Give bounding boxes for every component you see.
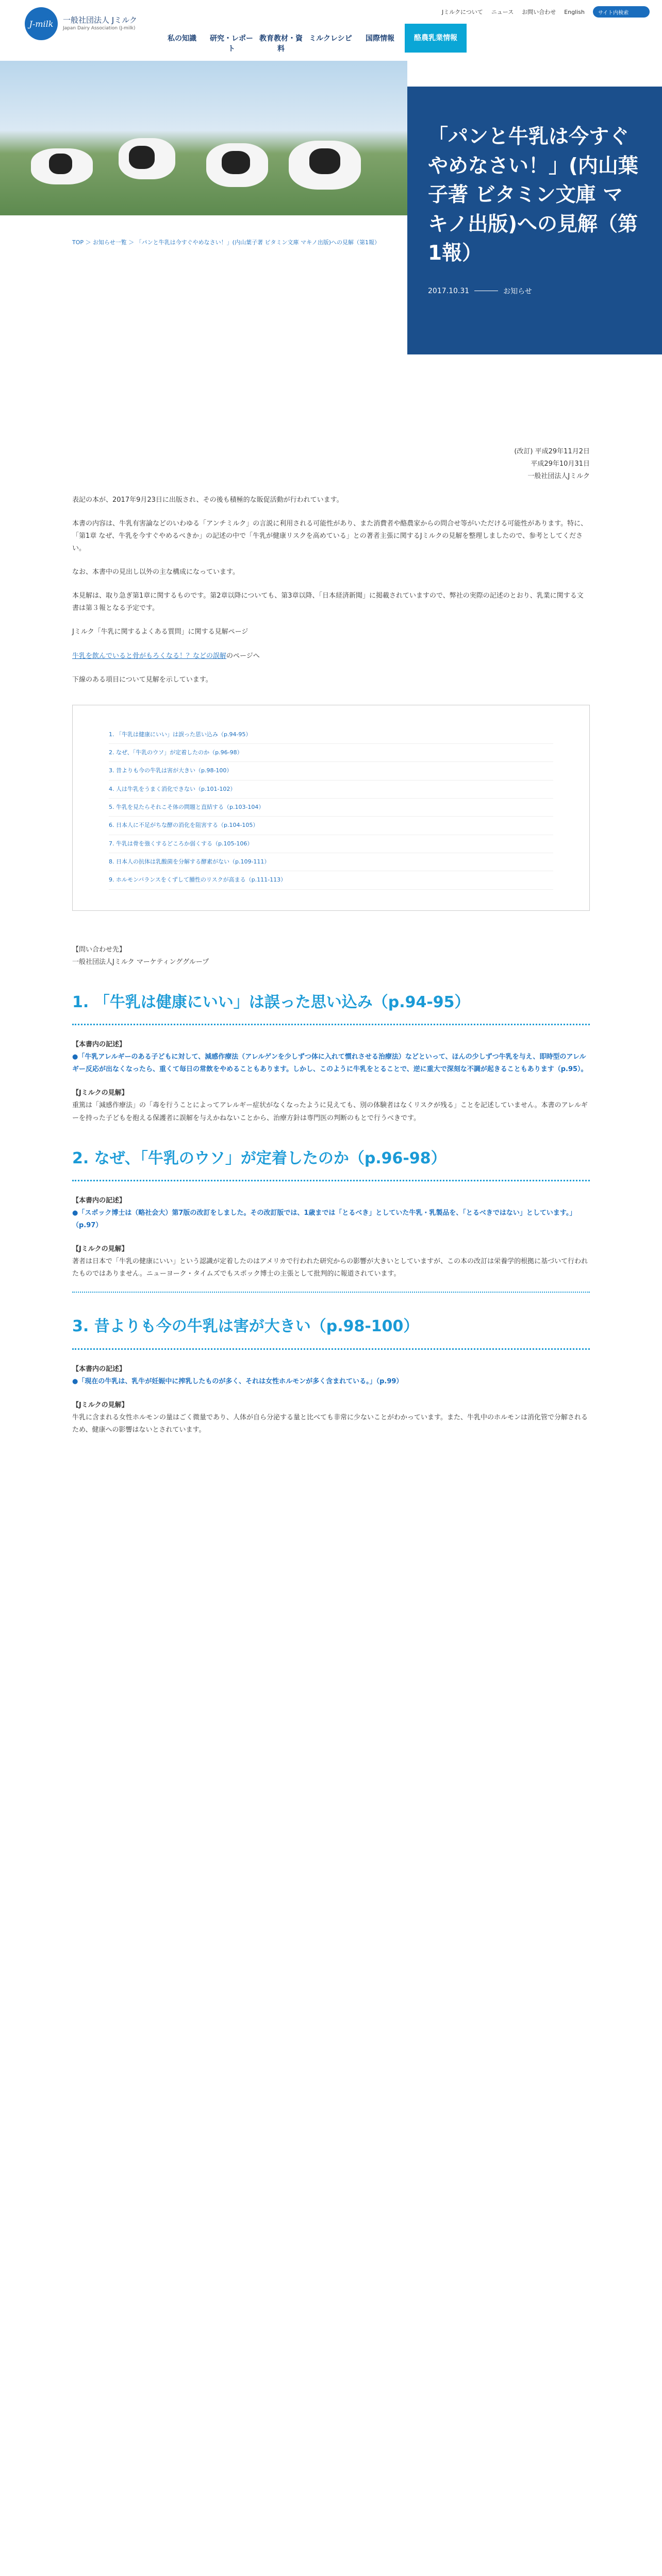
utility-nav xyxy=(442,6,650,18)
logo-name-en: Japan Dairy Association (J-milk) xyxy=(63,25,136,31)
intro-paragraph: 本書の内容は、牛乳有害論などのいわゆる「アンチミルク」の言説に利用される可能性があり、また消費者や酪農家からの問合せ等がいただける可能性があります。特に、「第1章 なぜ、牛乳を今すぐやめるべきか」の記述の中で「牛乳が健康リスクを高めている」との著者主張に関するJミルクの見解を整理しましたので、参考としてください。 xyxy=(72,520,588,553)
site-search-input[interactable] xyxy=(593,6,650,18)
view-body: 重篤は「減感作療法」の「毒を行うことによってアレルギー症状がなくなったように見えても、別の体験者はなくリスクが残る」ことを記述していません。本書のアレルギーを持った子どもを抱える保護者に誤解を与えかねないことから、治療方針は専門医の判断のもとで行うべきです。 xyxy=(72,1101,588,1122)
toc-item[interactable]: 1. 「牛乳は健康にいい」は誤った思い込み（p.94-95） xyxy=(109,726,553,744)
logo-name-jp: 一般社団法人 Jミルク xyxy=(63,15,137,25)
breadcrumb[interactable]: TOP ＞ お知らせ一覧 ＞ 「パンと牛乳は今すぐやめなさい！」(内山葉子著 ビタミン文庫 マキノ出版)への見解（第1報） xyxy=(72,239,380,246)
book-quote: ●「現在の牛乳は、乳牛が妊娠中に搾乳したものが多く、それは女性ホルモンが多く含まれている。」（p.99） xyxy=(72,1377,403,1385)
revision-date: (改訂) 平成29年11月2日 xyxy=(514,448,590,455)
intro-paragraph: なお、本書中の見出し以外の主な構成になっています。 xyxy=(72,568,239,577)
section-title: 1. 「牛乳は健康にいい」は誤った思い込み（p.94-95） xyxy=(72,988,590,1026)
divider xyxy=(72,1292,590,1293)
section-3 xyxy=(72,1312,590,1436)
toc-item[interactable]: 7. 牛乳は骨を強くするどころか弱くする（p.105-106） xyxy=(109,835,553,853)
view-label: 【Jミルクの見解】 xyxy=(72,1401,128,1409)
toc-item[interactable]: 3. 昔よりも今の牛乳は害が大きい（p.98-100） xyxy=(109,762,553,780)
search-label: サイト内検索 xyxy=(598,10,629,16)
section-title: 3. 昔よりも今の牛乳は害が大きい（p.98-100） xyxy=(72,1312,590,1350)
view-label: 【Jミルクの見解】 xyxy=(72,1245,128,1253)
section-2 xyxy=(72,1144,590,1293)
quote-label: 【本書内の記述】 xyxy=(72,1365,126,1373)
quote-label: 【本書内の記述】 xyxy=(72,1041,126,1049)
article-meta xyxy=(428,286,641,296)
intro-paragraph: 下線のある項目について見解を示しています。 xyxy=(72,675,212,684)
intro-paragraph: Jミルク「牛乳に関するよくある質問」に関する見解ページ xyxy=(72,628,249,636)
toc-item[interactable]: 2. なぜ、「牛乳のウソ」が定着したのか（p.96-98） xyxy=(109,744,553,762)
nav-item-recipe[interactable]: ミルクレシピ xyxy=(309,35,352,43)
cow-patch xyxy=(222,151,250,174)
util-link-about[interactable]: Jミルクについて xyxy=(442,9,483,15)
view-body: 著者は日本で「牛乳の健康にいい」という認識が定着したのはアメリカで行われた研究からの影響が大きいとしていますが、この本の改訂は栄養学的根拠に基づいて行われたものではありません。ニューヨーク・タイムズでもスポック博士の主張として批判的に報道されています。 xyxy=(72,1258,588,1278)
intro-link[interactable]: 牛乳を飲んでいると骨がもろくなる！？などの誤解 xyxy=(72,652,227,660)
cow-patch xyxy=(129,146,155,169)
hero-image-cows xyxy=(0,61,407,215)
publisher: 一般社団法人Jミルク xyxy=(527,472,590,481)
page-title: 「パンと牛乳は今すぐやめなさい！」(内山葉子著 ビタミン文庫 マキノ出版)への見解（第1報） xyxy=(428,125,638,265)
intro-link-suffix: のページへ xyxy=(226,652,260,660)
publish-date: 平成29年10月31日 xyxy=(531,460,590,468)
book-quote: ●「スポック博士は（略社会大）第7版の改訂をしました。その改訂版では、1歳までは「とるべき」としていた牛乳・乳製品を、「とるべきではない」としています。」（p.97） xyxy=(72,1209,576,1230)
contact-org: 一般社団法人Jミルク マーケティンググループ xyxy=(72,958,209,966)
cow-patch xyxy=(309,148,340,174)
toc-item[interactable]: 6. 日本人に不足がちな酵の消化を阻害する（p.104-105） xyxy=(109,817,553,835)
intro-paragraph: 本見解は、取り急ぎ第1章に関するものです。第2章以降についても、第3章以降、「日本経済新聞」に掲載されていますので、弊社の実際の記述のとおり、乳業に関する文書は第３報となる予定です。 xyxy=(72,592,584,613)
article-meta-block xyxy=(72,446,590,483)
article-title-box xyxy=(407,87,662,354)
site-logo[interactable] xyxy=(25,7,137,40)
toc-item[interactable]: 4. 人は牛乳をうまく消化できない（p.101-102） xyxy=(109,781,553,799)
section-title: 2. なぜ、「牛乳のウソ」が定着したのか（p.96-98） xyxy=(72,1144,590,1182)
util-link-contact[interactable]: お問い合わせ xyxy=(522,9,556,15)
table-of-contents xyxy=(72,705,590,911)
toc-item[interactable]: 8. 日本人の抗体は乳酸菌を分解する酵素がない（p.109-111） xyxy=(109,853,553,871)
nav-item-education[interactable]: 教育教材・資料 xyxy=(259,35,303,53)
book-quote: ●「牛乳アレルギーのある子どもに対して、減感作療法（アレルゲンを少しずつ体に入れて慣れさせる治療法）などといって、ほんの少しずつ牛乳を与え、即時型のアレルギー反応が出なくなったら、重くて毎日の常飲をやめることもあります。しかし、このように牛乳をとることで、逆に重大で深刻な不調が起きることもあります（p.95）。 xyxy=(72,1053,588,1074)
global-nav xyxy=(157,33,467,54)
article-date: 2017.10.31 xyxy=(428,286,470,295)
cow-patch xyxy=(49,154,72,174)
article-category[interactable]: お知らせ xyxy=(503,287,532,296)
util-link-news[interactable]: ニュース xyxy=(491,9,514,15)
nav-item-dairy[interactable]: 酪農乳業情報 xyxy=(405,24,467,53)
toc-item[interactable]: 9. ホルモンバランスをくずして腫性のリスクが高まる（p.111-113） xyxy=(109,871,553,889)
section-1 xyxy=(72,988,590,1125)
nav-item-research[interactable]: 研究・レポート xyxy=(210,35,253,53)
nav-item-international[interactable]: 国際情報 xyxy=(366,35,394,43)
intro-paragraph: 表記の本が、2017年9月23日に出版され、その後も積極的な販促活動が行われています。 xyxy=(72,496,343,504)
view-body: 牛乳に含まれる女性ホルモンの量はごく微量であり、人体が自ら分泌する量と比べても非常に少ないことがわかっています。また、牛乳中のホルモンは消化管で分解されるため、健康への影響はないとされています。 xyxy=(72,1414,588,1434)
intro-link-line xyxy=(72,650,590,663)
contact-label: 【問い合わせ先】 xyxy=(72,945,126,954)
toc-item[interactable]: 5. 牛乳を見たらそれこそ体の問題と直結する（p.103-104） xyxy=(109,799,553,817)
contact-block xyxy=(72,944,590,969)
article-body xyxy=(72,446,590,1448)
nav-item-knowledge[interactable]: 私の知識 xyxy=(168,35,196,43)
logo-mark: J-milk xyxy=(25,7,58,40)
view-label: 【Jミルクの見解】 xyxy=(72,1089,128,1097)
util-link-english[interactable]: English xyxy=(564,8,585,15)
quote-label: 【本書内の記述】 xyxy=(72,1197,126,1205)
